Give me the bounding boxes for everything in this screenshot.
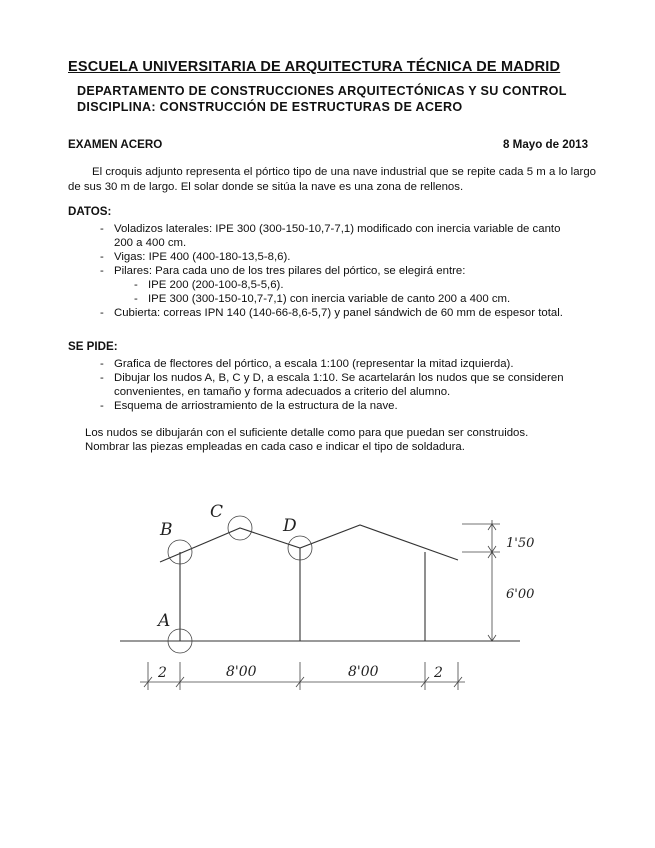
list-item <box>100 357 600 371</box>
se-pide-item-arriostramiento: Esquema de arriostramiento de la estructura de la nave. <box>114 400 398 412</box>
se-pide-item-nudos-cont: convenientes, en tamaño y forma adecuados a criterio del alumno. <box>114 386 451 398</box>
dim-roof-label: 1'50 <box>506 536 535 551</box>
dim-left-label: 2 <box>158 665 167 681</box>
se-pide-item-grafica: Grafica de flectores del pórtico, a escala 1:100 (representar la mitad izquierda). <box>114 358 514 370</box>
se-pide-item-nudos: Dibujar los nudos A, B, C y D, a escala 1:10. Se acartelarán los nudos que se consideren <box>114 372 564 384</box>
list-item <box>100 250 600 264</box>
datos-item-vigas: Vigas: IPE 400 (400-180-13,5-8,6). <box>114 251 291 263</box>
notes-line-1: Los nudos se dibujarán con el suficiente detalle como para que puedan ser construidos. <box>85 427 529 439</box>
dim-span1-label: 8'00 <box>226 664 257 680</box>
se-pide-heading: SE PIDE: <box>68 340 118 353</box>
intro-paragraph: El croquis adjunto representa el pórtico tipo de una nave industrial que se repite cada 5 m a lo largo de sus 30 m de largo. El solar donde se sitúa la nave es una zona de rellenos. <box>68 166 596 193</box>
list-item <box>100 306 600 320</box>
notes-line-2: Nombrar las piezas empleadas en cada caso e indicar el tipo de soldadura. <box>85 441 465 453</box>
list-item <box>100 264 600 278</box>
se-pide-list <box>100 357 600 413</box>
dim-height-label: 6'00 <box>506 587 535 602</box>
node-b-label: B <box>160 520 173 540</box>
discipline-line: DISCIPLINA: CONSTRUCCIÓN DE ESTRUCTURAS DE ACERO <box>77 100 463 114</box>
datos-item-voladizos-cont: 200 a 400 cm. <box>114 237 187 249</box>
portal-frame-sketch <box>0 490 655 700</box>
list-item <box>134 292 594 306</box>
department-line: DEPARTAMENTO DE CONSTRUCCIONES ARQUITECTÓNICAS Y SU CONTROL <box>77 84 567 98</box>
list-item <box>100 399 600 413</box>
datos-item-cubierta: Cubierta: correas IPN 140 (140-66-8,6-5,7) y panel sándwich de 60 mm de espesor total. <box>114 307 563 319</box>
pilares-option-ipe200: IPE 200 (200-100-8,5-5,6). <box>148 279 284 291</box>
datos-item-voladizos: Voladizos laterales: IPE 300 (300-150-10,7-7,1) modificado con inercia variable de canto <box>114 223 561 235</box>
datos-list-cubierta <box>100 306 600 320</box>
dim-right-label: 2 <box>434 665 443 681</box>
datos-item-pilares: Pilares: Para cada uno de los tres pilares del pórtico, se elegirá entre: <box>114 265 466 277</box>
list-item <box>134 278 594 292</box>
list-item <box>100 222 600 250</box>
school-title: ESCUELA UNIVERSITARIA DE ARQUITECTURA TÉCNICA DE MADRID <box>68 59 561 75</box>
list-item <box>100 371 600 399</box>
node-d-label: D <box>283 516 297 536</box>
dim-span2-label: 8'00 <box>348 664 379 680</box>
datos-heading: DATOS: <box>68 205 112 218</box>
pilares-option-ipe300: IPE 300 (300-150-10,7-7,1) con inercia variable de canto 200 a 400 cm. <box>148 293 511 305</box>
node-c-label: C <box>210 502 224 522</box>
exam-date: 8 Mayo de 2013 <box>503 138 589 151</box>
datos-list <box>100 222 600 278</box>
pilares-sublist <box>134 278 594 306</box>
exam-name: EXAMEN ACERO <box>68 138 163 151</box>
node-a-label: A <box>158 611 171 631</box>
